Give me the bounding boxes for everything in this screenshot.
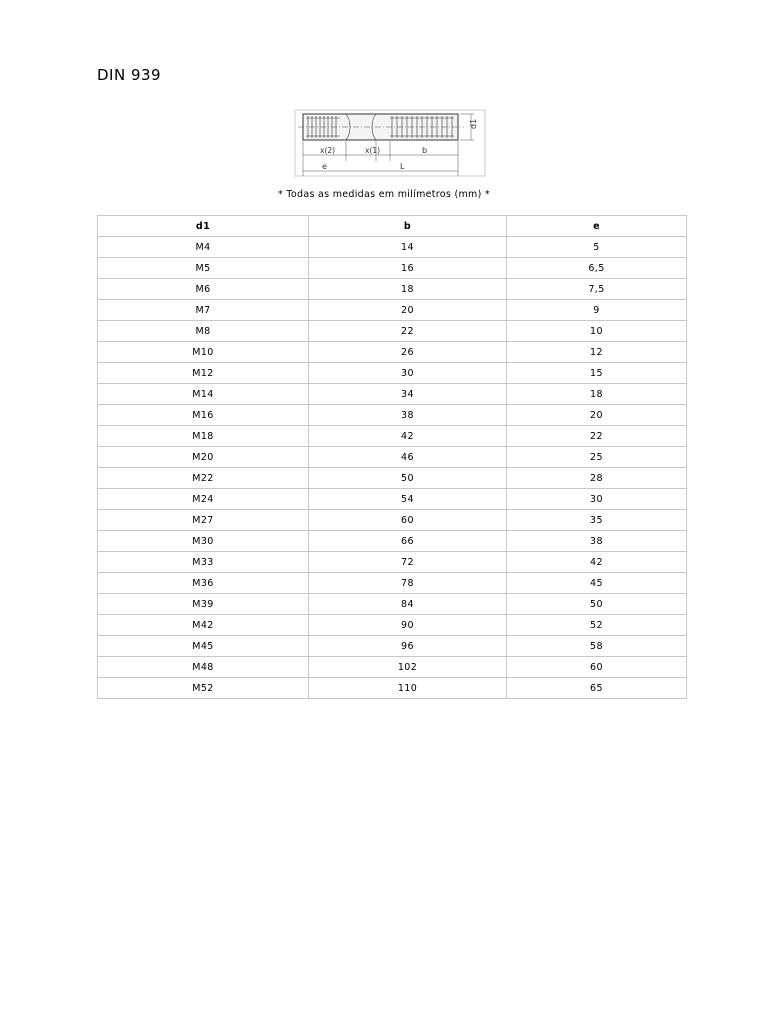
- cell-e: 22: [507, 426, 687, 447]
- cell-d1: M14: [98, 384, 309, 405]
- d1-label: d1: [469, 118, 478, 129]
- dimensions-table: [97, 215, 687, 699]
- cell-d1: M6: [98, 279, 309, 300]
- cell-e: 6,5: [507, 258, 687, 279]
- measurement-caption: * Todas as medidas em milímetros (mm) *: [278, 189, 490, 200]
- table-row: [98, 636, 687, 657]
- cell-d1: M4: [98, 237, 309, 258]
- l-label: L: [400, 162, 405, 171]
- table-row: [98, 405, 687, 426]
- cell-b: 78: [309, 573, 507, 594]
- cell-e: 58: [507, 636, 687, 657]
- header-d1: d1: [98, 216, 309, 237]
- cell-d1: M30: [98, 531, 309, 552]
- x2-label: x(2): [320, 146, 336, 155]
- cell-e: 18: [507, 384, 687, 405]
- cell-e: 15: [507, 363, 687, 384]
- cell-e: 7,5: [507, 279, 687, 300]
- cell-e: 12: [507, 342, 687, 363]
- cell-e: 9: [507, 300, 687, 321]
- table-row: [98, 300, 687, 321]
- cell-b: 26: [309, 342, 507, 363]
- cell-d1: M20: [98, 447, 309, 468]
- cell-b: 34: [309, 384, 507, 405]
- cell-e: 45: [507, 573, 687, 594]
- table-row: [98, 384, 687, 405]
- cell-e: 20: [507, 405, 687, 426]
- cell-d1: M10: [98, 342, 309, 363]
- table-row: [98, 573, 687, 594]
- table-body: [98, 237, 687, 699]
- cell-e: 50: [507, 594, 687, 615]
- cell-d1: M42: [98, 615, 309, 636]
- cell-e: 52: [507, 615, 687, 636]
- cell-d1: M24: [98, 489, 309, 510]
- cell-b: 84: [309, 594, 507, 615]
- cell-e: 65: [507, 678, 687, 699]
- cell-e: 28: [507, 468, 687, 489]
- cell-d1: M16: [98, 405, 309, 426]
- table-row: [98, 531, 687, 552]
- cell-e: 25: [507, 447, 687, 468]
- cell-d1: M22: [98, 468, 309, 489]
- table-row: [98, 279, 687, 300]
- table-row: [98, 363, 687, 384]
- table-row: [98, 510, 687, 531]
- cell-e: 10: [507, 321, 687, 342]
- table-row: [98, 489, 687, 510]
- table-row: [98, 594, 687, 615]
- cell-d1: M52: [98, 678, 309, 699]
- cell-b: 20: [309, 300, 507, 321]
- e-label: e: [322, 162, 327, 171]
- page-title: DIN 939: [97, 66, 162, 84]
- x1-label: x(1): [365, 146, 381, 155]
- cell-d1: M48: [98, 657, 309, 678]
- cell-b: 14: [309, 237, 507, 258]
- cell-b: 60: [309, 510, 507, 531]
- cell-b: 30: [309, 363, 507, 384]
- table-header-row: [98, 216, 687, 237]
- table-row: [98, 657, 687, 678]
- cell-b: 42: [309, 426, 507, 447]
- b-label: b: [422, 146, 428, 155]
- cell-b: 46: [309, 447, 507, 468]
- cell-e: 60: [507, 657, 687, 678]
- cell-b: 16: [309, 258, 507, 279]
- cell-b: 66: [309, 531, 507, 552]
- table-row: [98, 258, 687, 279]
- header-e: e: [507, 216, 687, 237]
- cell-b: 38: [309, 405, 507, 426]
- table-row: [98, 552, 687, 573]
- cell-b: 22: [309, 321, 507, 342]
- cell-b: 54: [309, 489, 507, 510]
- cell-d1: M27: [98, 510, 309, 531]
- table-row: [98, 342, 687, 363]
- cell-b: 102: [309, 657, 507, 678]
- table-row: [98, 678, 687, 699]
- cell-d1: M12: [98, 363, 309, 384]
- stud-bolt-drawing: [292, 107, 492, 179]
- table-row: [98, 237, 687, 258]
- cell-b: 50: [309, 468, 507, 489]
- cell-b: 90: [309, 615, 507, 636]
- cell-d1: M36: [98, 573, 309, 594]
- table-row: [98, 447, 687, 468]
- cell-d1: M8: [98, 321, 309, 342]
- cell-b: 72: [309, 552, 507, 573]
- table-row: [98, 321, 687, 342]
- cell-e: 35: [507, 510, 687, 531]
- cell-b: 18: [309, 279, 507, 300]
- cell-d1: M7: [98, 300, 309, 321]
- cell-d1: M33: [98, 552, 309, 573]
- cell-e: 38: [507, 531, 687, 552]
- cell-d1: M45: [98, 636, 309, 657]
- table-row: [98, 615, 687, 636]
- cell-e: 5: [507, 237, 687, 258]
- cell-e: 42: [507, 552, 687, 573]
- cell-e: 30: [507, 489, 687, 510]
- cell-d1: M39: [98, 594, 309, 615]
- cell-d1: M18: [98, 426, 309, 447]
- table-row: [98, 468, 687, 489]
- cell-b: 110: [309, 678, 507, 699]
- header-b: b: [309, 216, 507, 237]
- cell-d1: M5: [98, 258, 309, 279]
- cell-b: 96: [309, 636, 507, 657]
- table-row: [98, 426, 687, 447]
